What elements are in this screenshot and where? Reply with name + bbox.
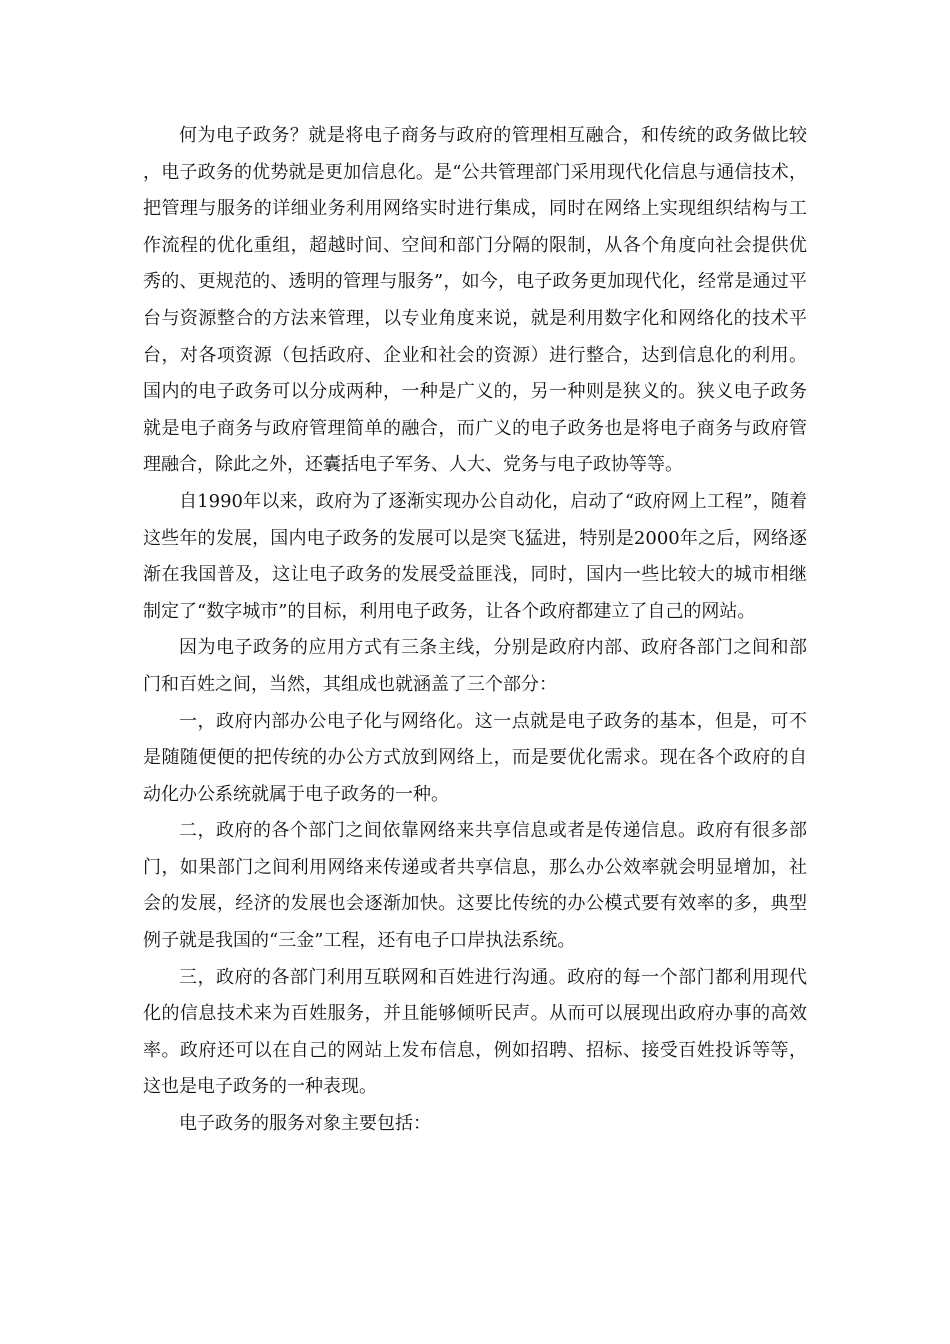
paragraph-part-one: 一，政府内部办公电子化与网络化。这一点就是电子政务的基本，但是，可不是随随便便的把传统的办公方式放到网络上，而是要优化需求。现在各个政府的自动化办公系统就属于电子政务的一种。 — [143, 710, 807, 805]
paragraph-part-three: 三，政府的各部门利用互联网和百姓进行沟通。政府的每一个部门都利用现代化的信息技术来为百姓服务，并且能够倾听民声。从而可以展现出政府办事的高效率。政府还可以在自己的网站上发布信息，例如招聘、招标、接受百姓投诉等等，这也是电子政务的一种表现。 — [143, 966, 807, 1098]
paragraph-service-objects: 电子政务的服务对象主要包括： — [179, 1113, 431, 1135]
paragraph-definition: 何为电子政务？就是将电子商务与政府的管理相互融合，和传统的政务做比较，电子政务的优势就是更加信息化。是“公共管理部门采用现代化信息与通信技术，把管理与服务的详细业务利用网络实时进行集成，同时在网络上实现组织结构与工作流程的优化重组，超越时间、空间和部门分隔的限制，从各个角度向社会提供优秀的、更规范的、透明的管理与服务”，如今，电子政务更加现代化，经常是通过平台与资源整合的方法来管理，以专业角度来说，就是利用数字化和网络化的技术平台，对各项资源（包括政府、企业和社会的资源）进行整合，达到信息化的利用。国内的电子政务可以分成两种，一种是广义的，另一种则是狭义的。狭义电子政务就是电子商务与政府管理简单的融合，而广义的电子政务也是将电子商务与政府管理融合，除此之外，还囊括电子军务、人大、党务与电子政协等等。 — [143, 125, 807, 476]
document-body — [143, 118, 807, 1143]
paragraph-part-two: 二，政府的各个部门之间依靠网络来共享信息或者是传递信息。政府有很多部门，如果部门之间利用网络来传递或者共享信息，那么办公效率就会明显增加，社会的发展，经济的发展也会逐渐加快。这要比传统的办公模式要有效率的多，典型例子就是我国的“三金”工程，还有电子口岸执法系统。 — [143, 820, 807, 952]
paragraph-three-lines: 因为电子政务的应用方式有三条主线，分别是政府内部、政府各部门之间和部门和百姓之间，当然，其组成也就涵盖了三个部分： — [143, 637, 807, 695]
paragraph-history: 自1990年以来，政府为了逐渐实现办公自动化，启动了“政府网上工程”，随着这些年的发展，国内电子政务的发展可以是突飞猛进，特别是2000年之后，网络逐渐在我国普及，这让电子政务的发展受益匪浅，同时，国内一些比较大的城市相继制定了“数字城市”的目标，利用电子政务，让各个政府都建立了自己的网站。 — [143, 490, 807, 622]
